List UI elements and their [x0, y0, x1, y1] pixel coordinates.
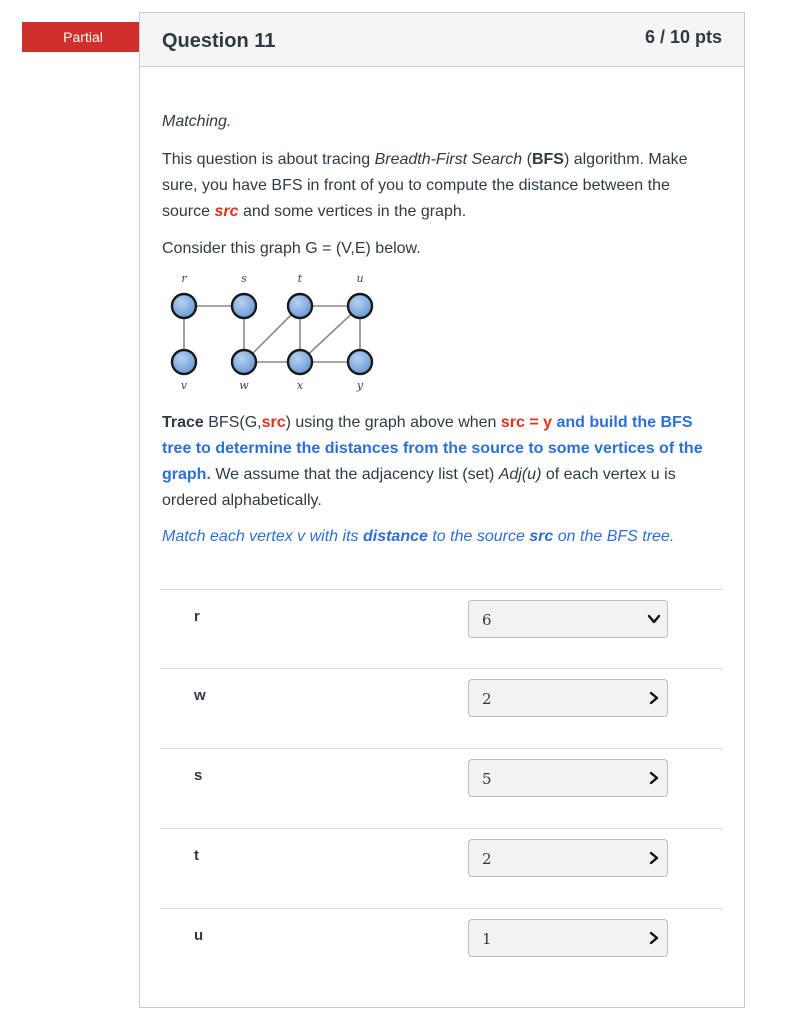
match-distance: distance	[362, 528, 428, 545]
chevron-right-icon	[647, 931, 661, 945]
node-r	[172, 294, 196, 318]
match-vertex-label: r	[194, 608, 200, 625]
trace-src-eq: src = y	[500, 414, 553, 431]
match-text-2: to the source	[427, 528, 530, 545]
node-t	[288, 294, 312, 318]
match-row	[160, 748, 723, 829]
intro-text-2: (	[522, 151, 532, 168]
match-src: src	[529, 528, 554, 545]
match-vertex-label: w	[194, 687, 206, 704]
label-r: r	[181, 272, 187, 285]
question-type: Matching.	[162, 113, 232, 130]
match-vertex-label: t	[194, 847, 199, 864]
match-text-1: Match each vertex v with its	[162, 528, 363, 545]
node-w	[232, 350, 256, 374]
node-y	[348, 350, 372, 374]
chevron-right-icon	[647, 691, 661, 705]
graph-edges	[184, 306, 360, 362]
label-t: t	[297, 272, 303, 285]
match-row	[160, 589, 723, 670]
label-x: x	[296, 379, 304, 392]
distance-select[interactable]	[468, 839, 668, 877]
question-score: 6 / 10 pts	[644, 27, 722, 47]
distance-select[interactable]	[468, 600, 668, 638]
match-instructions	[162, 524, 710, 550]
select-value: 5	[482, 770, 492, 788]
trace-text-3: We assume that the adjacency list (set)	[210, 466, 499, 483]
node-v	[172, 350, 196, 374]
select-value: 2	[482, 690, 492, 708]
chevron-down-icon	[647, 612, 661, 626]
intro-src: src	[214, 203, 239, 220]
match-vertex-label: s	[194, 767, 203, 784]
distance-select[interactable]	[468, 919, 668, 957]
question-title: Question 11	[162, 30, 276, 52]
consider-text: Consider this graph G = (V,E) below.	[162, 240, 421, 257]
partial-tag-label: Partial	[63, 29, 103, 45]
node-u	[348, 294, 372, 318]
label-s: s	[241, 272, 247, 285]
label-w: w	[239, 379, 249, 392]
chevron-right-icon	[647, 771, 661, 785]
select-value: 1	[482, 930, 492, 948]
label-u: u	[356, 272, 364, 285]
trace-text-2: ) using the graph above when	[285, 414, 501, 431]
distance-select[interactable]	[468, 759, 668, 797]
match-text-3: on the BFS tree.	[553, 528, 675, 545]
intro-text-4: and some vertices in the graph.	[238, 203, 467, 220]
distance-select[interactable]	[468, 679, 668, 717]
node-x	[288, 350, 312, 374]
intro-bfs: BFS	[531, 151, 564, 168]
match-row	[160, 828, 723, 909]
question-header	[140, 13, 744, 67]
trace-adj: Adj(u)	[498, 466, 542, 483]
trace-text-1: BFS(G,	[203, 414, 262, 431]
trace-blue-text: and build the BFS tree to determine the distances from the source to some vertices of the graph.	[162, 414, 703, 483]
select-value: 6	[482, 611, 492, 629]
partial-status-tag	[22, 22, 158, 52]
chevron-right-icon	[647, 851, 661, 865]
match-vertex-label: u	[194, 927, 204, 944]
match-row	[160, 668, 723, 749]
trace-text-4: of each vertex u is ordered alphabetically.	[162, 466, 676, 509]
bfs-graph	[160, 268, 382, 396]
intro-text-1: This question is about tracing	[162, 151, 375, 168]
label-y: y	[356, 379, 364, 392]
trace-bold: Trace	[162, 414, 204, 431]
match-row	[160, 908, 723, 989]
trace-src: src	[261, 414, 286, 431]
intro-bfs-name: Breadth-First Search	[374, 151, 523, 168]
select-value: 2	[482, 850, 492, 868]
question-intro	[162, 147, 710, 225]
trace-instructions	[162, 410, 710, 514]
node-s	[232, 294, 256, 318]
intro-text-3: ) algorithm. Make sure, you have BFS in front of you to compute the distance between the source	[162, 151, 688, 220]
label-v: v	[180, 379, 188, 392]
